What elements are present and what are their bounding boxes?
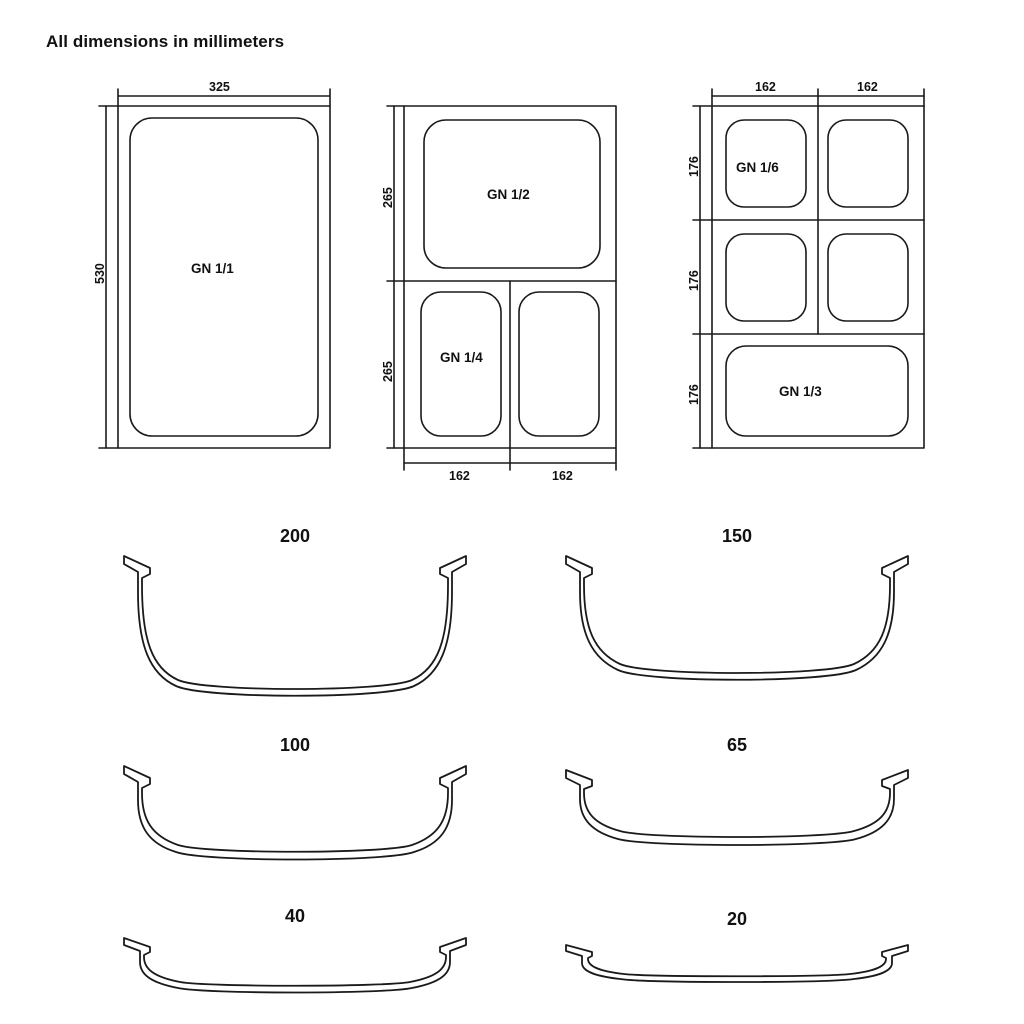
dim-gn16-row2-height: 176 — [687, 270, 701, 291]
depth-label-150: 150 — [721, 526, 753, 546]
pan-profile-200 — [124, 556, 466, 696]
dim-gn16-row1-height: 176 — [687, 156, 701, 177]
gn16-cell-3-inner-rect — [726, 234, 806, 321]
depth-label-200: 200 — [279, 526, 311, 546]
label-gn-1-2: GN 1/2 — [487, 187, 530, 202]
dim-gn11-height: 530 — [93, 263, 107, 284]
depth-label-100: 100 — [279, 735, 311, 755]
dim-gn16-row3-height: 176 — [687, 384, 701, 405]
pan-profile-40 — [124, 938, 466, 993]
gn14-right-inner-rect — [519, 292, 599, 436]
pan-profile-20 — [566, 945, 908, 982]
gn16-cell-4-inner-rect — [828, 234, 908, 321]
label-gn-1-6: GN 1/6 — [736, 160, 779, 175]
dim-gn12-top-height: 265 — [381, 187, 395, 208]
depth-label-20: 20 — [726, 909, 748, 929]
dim-gn12-left-width: 162 — [449, 469, 470, 483]
dim-gn11-width: 325 — [209, 80, 230, 94]
dim-gn12-bottom-height: 265 — [381, 361, 395, 382]
dim-gn12-right-width: 162 — [552, 469, 573, 483]
label-gn-1-1: GN 1/1 — [191, 261, 234, 276]
pan-profile-65 — [566, 770, 908, 845]
depth-label-40: 40 — [284, 906, 306, 926]
dim-gn16-left-width: 162 — [755, 80, 776, 94]
gn11-outer-rect — [118, 106, 330, 448]
label-gn-1-3: GN 1/3 — [779, 384, 822, 399]
dim-gn16-right-width: 162 — [857, 80, 878, 94]
depth-label-65: 65 — [726, 735, 748, 755]
page-title: All dimensions in millimeters — [46, 32, 285, 51]
pan-profile-150 — [566, 556, 908, 680]
gn11-inner-rect — [130, 118, 318, 436]
gn16-cell-2-inner-rect — [828, 120, 908, 207]
pan-profile-100 — [124, 766, 466, 860]
label-gn-1-4: GN 1/4 — [440, 350, 483, 365]
